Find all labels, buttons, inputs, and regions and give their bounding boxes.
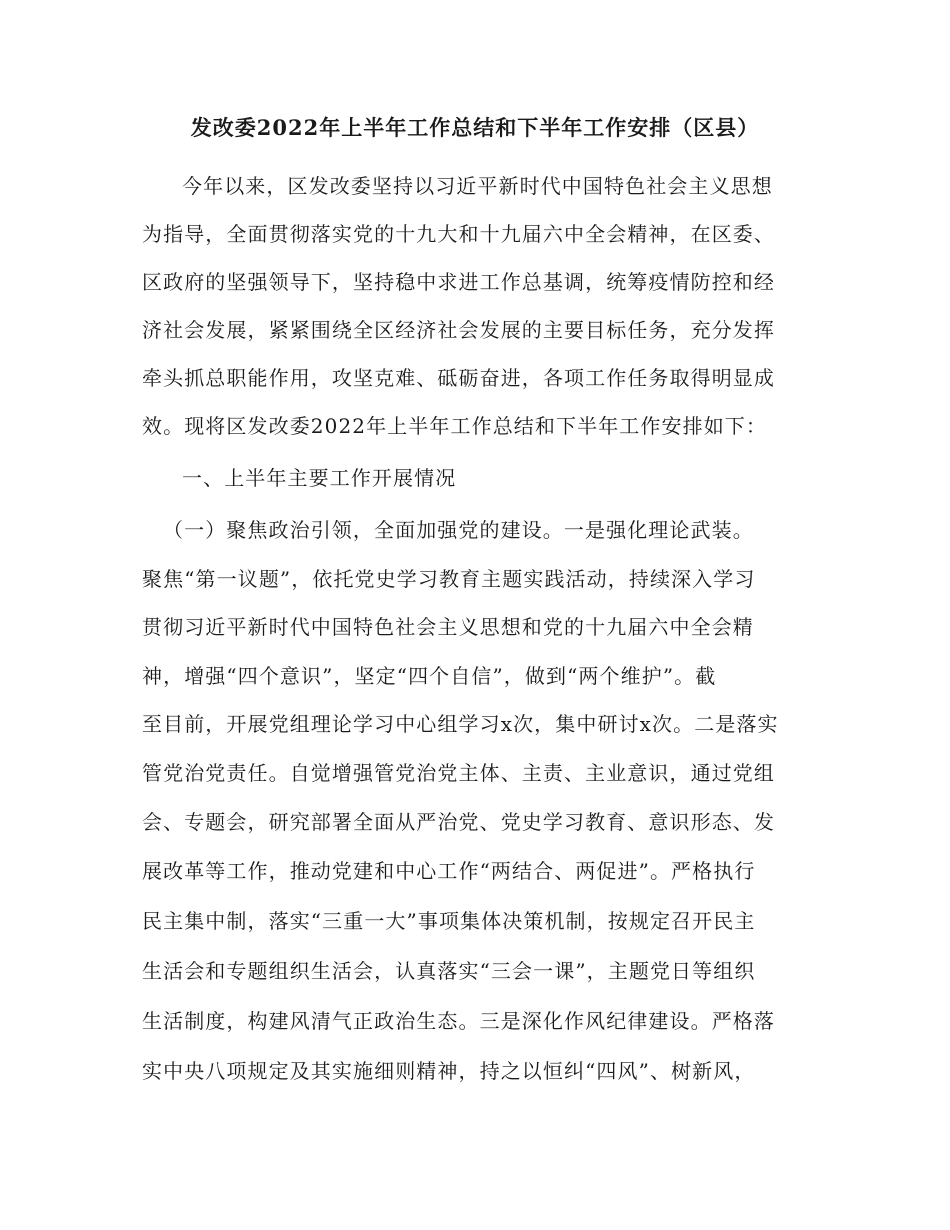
paragraph-line: 实中央八项规定及其实施细则精神，持之以恒纠“四风”、树新风，: [142, 1059, 756, 1083]
paragraph-line: 神，增强“四个意识”，坚定“四个自信”，做到“两个维护”。截: [142, 664, 717, 688]
paragraph-line: 展改革等工作，推动党建和中心工作“两结合、两促进”。严格执行: [142, 859, 756, 883]
paragraph-line: 济社会发展，紧紧围绕全区经济社会发展的主要目标任务，充分发挥: [142, 318, 775, 342]
paragraph-line: 效。现将区发改委2022年上半年工作总结和下半年工作安排如下：: [142, 414, 767, 438]
section-heading: 一、上半年主要工作开展情况: [182, 466, 457, 490]
paragraph-line: 今年以来，区发改委坚持以习近平新时代中国特色社会主义思想: [182, 174, 773, 198]
paragraph-line: 生活会和专题组织生活会，认真落实“三会一课”，主题党日等组织: [142, 959, 756, 983]
paragraph-line: 会、专题会，研究部署全面从严治党、党史学习教育、意识形态、发: [142, 810, 775, 834]
paragraph-line: 生活制度，构建风清气正政治生态。三是深化作风纪律建设。严格落: [142, 1009, 775, 1033]
paragraph-line: 至目前，开展党组理论学习中心组学习x次，集中研讨x次。二是落实: [142, 712, 779, 736]
paragraph-line: 牵头抓总职能作用，攻坚克难、砥砺奋进，各项工作任务取得明显成: [142, 366, 775, 390]
paragraph-line: 聚焦“第一议题”，依托党史学习教育主题实践活动，持续深入学习: [142, 567, 756, 591]
paragraph-line: 区政府的坚强领导下，坚持稳中求进工作总基调，统筹疫情防控和经: [142, 270, 775, 294]
paragraph-line: 贯彻习近平新时代中国特色社会主义思想和党的十九届六中全会精: [142, 615, 754, 639]
paragraph-line: 民主集中制，落实“三重一大”事项集体决策机制，按规定召开民主: [142, 909, 756, 933]
paragraph-line: （一）聚焦政治引领，全面加强党的建设。一是强化理论武装。: [163, 518, 754, 542]
document-title: 发改委2022年上半年工作总结和下半年工作安排（区县）: [190, 115, 760, 140]
paragraph-line: 为指导，全面贯彻落实党的十九大和十九届六中全会精神，在区委、: [142, 222, 775, 246]
paragraph-line: 管党治党责任。自觉增强管党治党主体、主责、主业意识，通过党组: [142, 761, 775, 785]
